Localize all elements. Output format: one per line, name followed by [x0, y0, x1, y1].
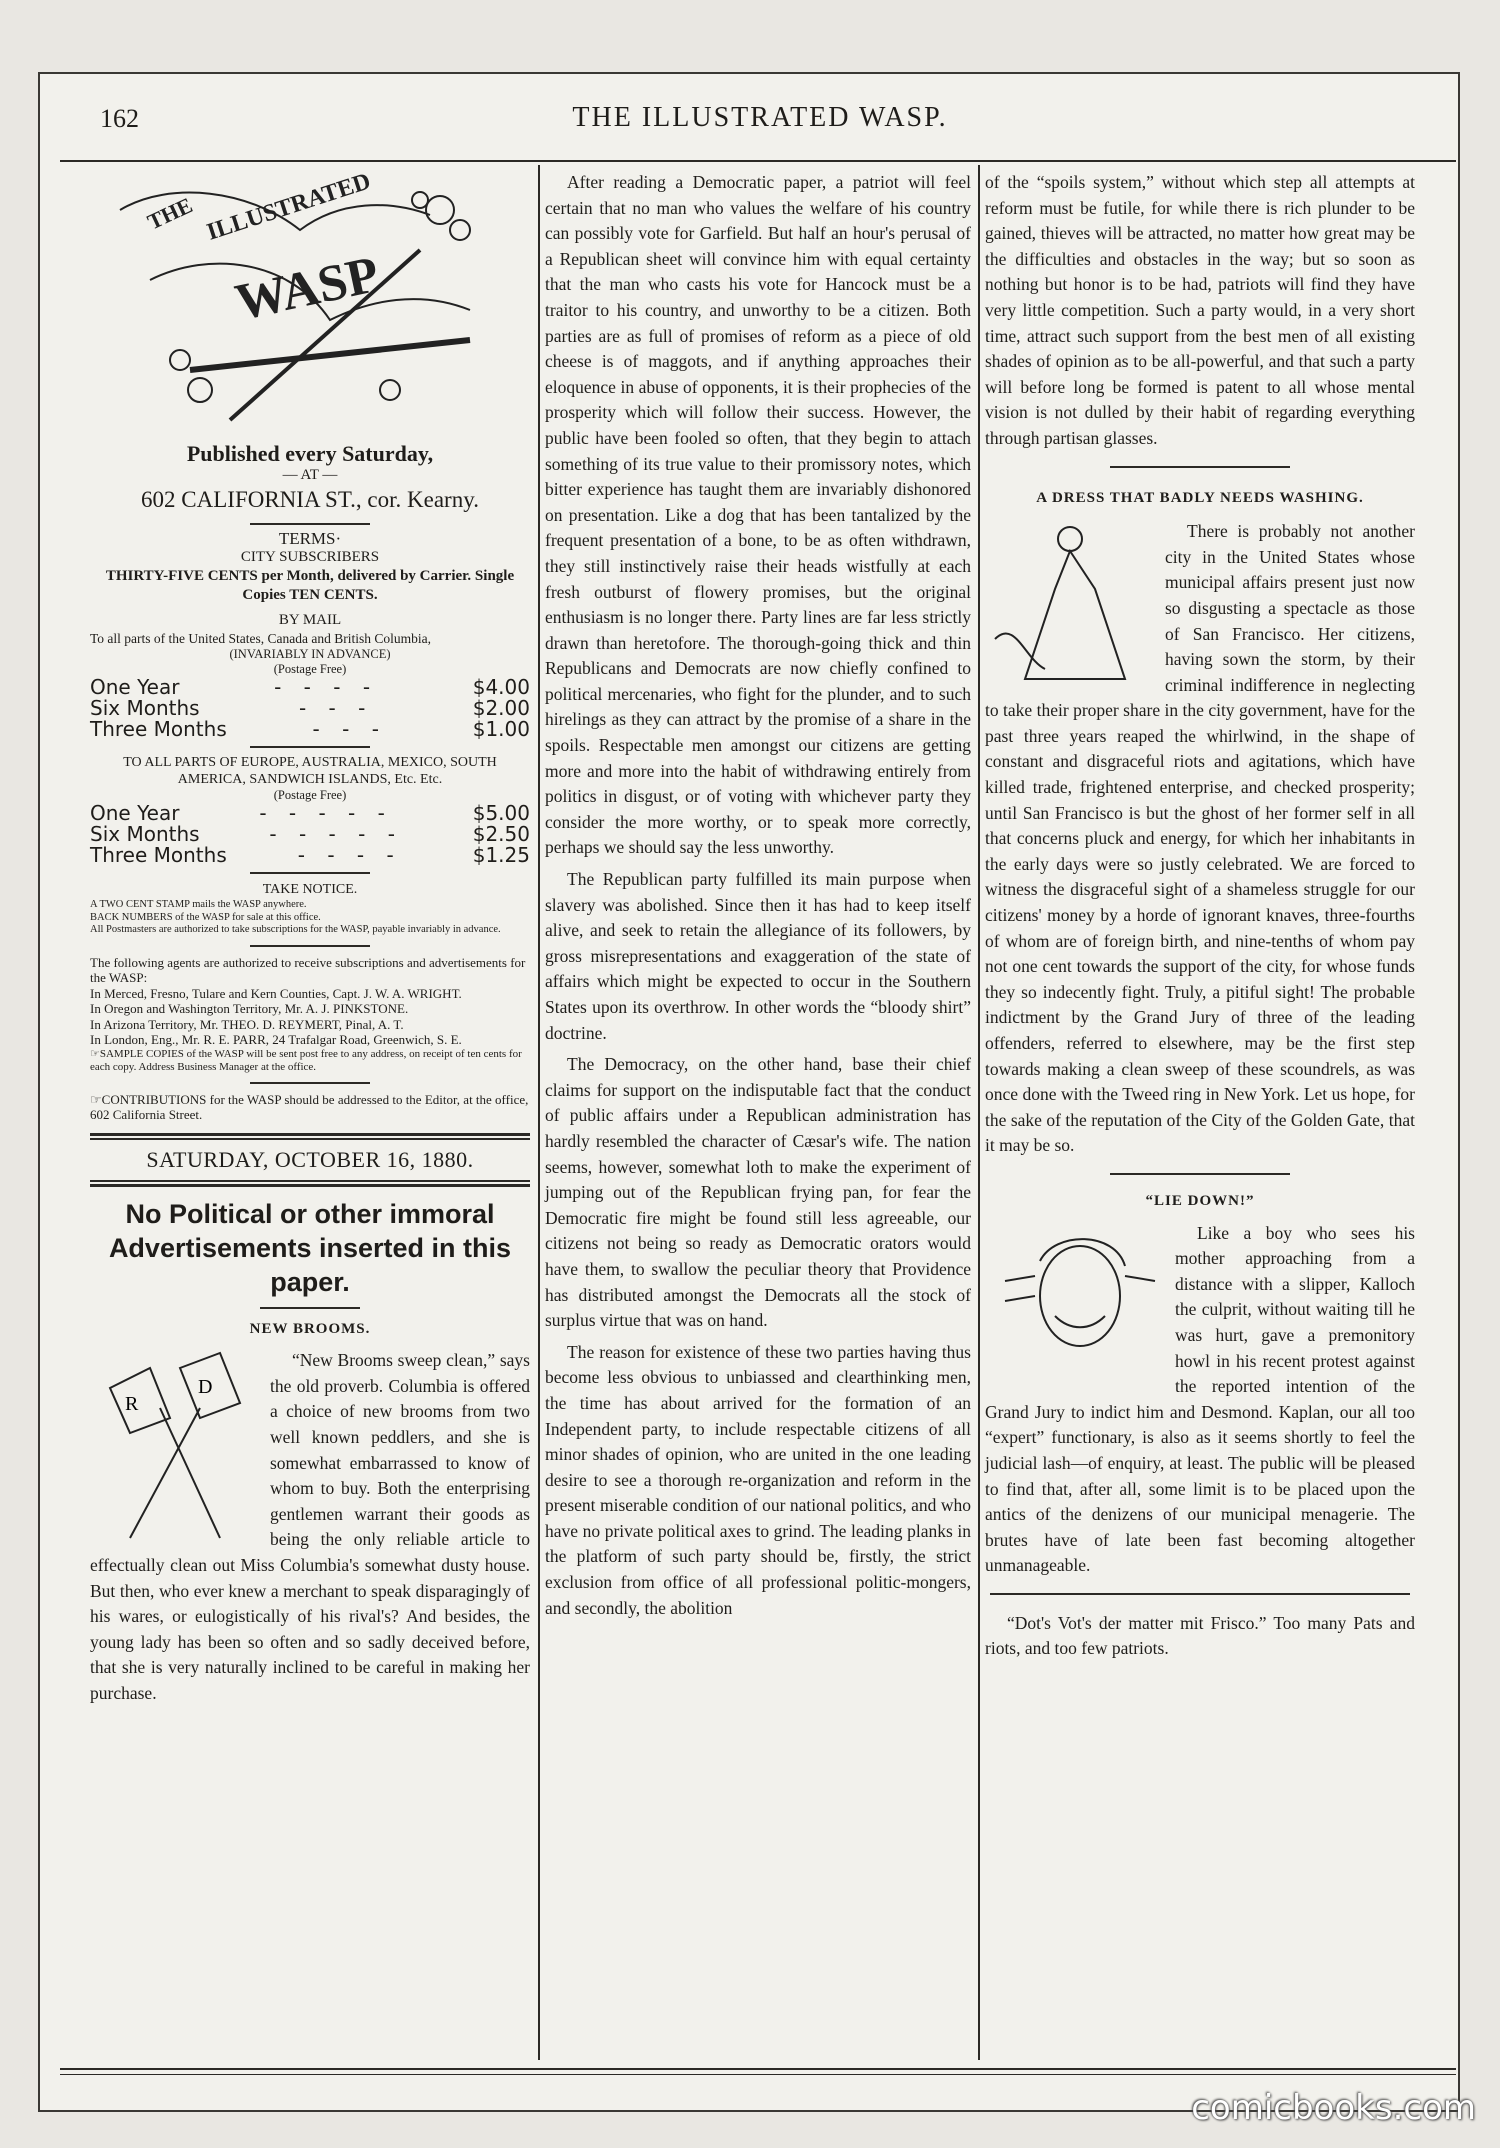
rates-domestic	[90, 677, 530, 740]
notice-lines: A TWO CENT STAMP mails the WASP anywhere. BACK NUMBERS of the WASP for sale at this office. All Postmasters are authorized to take subscriptions for the WASP, payable invariably in advance.	[90, 899, 501, 936]
logo-the: THE	[143, 192, 197, 235]
masthead-logo	[90, 170, 530, 425]
published-line: Published every Saturday,	[186, 440, 434, 466]
rule	[250, 523, 370, 525]
brooms-illustration	[90, 1348, 260, 1548]
column-divider	[538, 165, 540, 2060]
logo-illustrated: ILLUSTRATED	[203, 170, 374, 246]
logo-wasp: WASP	[230, 245, 384, 332]
dress-text: There is probably not another city in the United States whose municipal affairs present just now so disgusting a spectacle as those of San Francisco. Her citizens, having sown the storm, by their criminal indifference in neglecting to take their proper share in the city government, have for the past three years reaped the whirlwind, in the shape of constant and disgraceful riots and agitations, which have killed trade, frightened enterprise, and checked prosperity; until San Francisco is but the ghost of her former self in all that concerns pluck and energy, for which her inhabitants in the early days were so justly celebrated. We are forced to witness the disgraceful sight of a shameless struggle for our citizens' money by a horde of ignorant knaves, three-fourths of whom are of foreign birth, and nine-tenths of whom pay not one cent towards the support of the city, for whose funds they so indecently fight. Truly, a pitiful sight! The probable indictment by the Grand Jury of three of the leading offenders, referred to elsewhere, may be the first step towards making a clean sweep of these scoundrels, as was once done with the Tweed ring in New York. Let us hope, for the sake of the reputation of the City of the Golden Gate, that it may be so.	[985, 521, 1415, 1156]
publication-title: THE ILLUSTRATED WASP.	[572, 102, 948, 133]
lie-down-title: “LIE DOWN!”	[1145, 1192, 1255, 1209]
contributions: ☞CONTRIBUTIONS for the WASP should be addressed to the Editor, at the office, 602 California Street.	[90, 1091, 529, 1123]
rate-row: One Year - - - - $4.00	[90, 675, 530, 700]
rule	[1110, 466, 1290, 468]
dress-illustration	[985, 519, 1155, 689]
page-number: 162	[100, 104, 139, 133]
terms-postage2: (Postage Free)	[273, 788, 347, 803]
article-paragraph: The reason for existence of these two parties having thus become less obvious to unbiassed and clearthinking men, the time has about arrived for the formation of an Independent party, to include respectable citizens of all minor shades of opinion, who are united in the one leading desire to see a thorough re-organization and reform in the present miserable condition of our national politics, and who have no private political axes to grind. The leading planks in the platform of such party should be, firstly, the strict exclusion from office of all professional politic-mongers, and secondly, the abolition	[545, 1341, 971, 1618]
rule	[90, 1180, 530, 1182]
terms-city: CITY SUBSCRIBERS	[240, 549, 380, 566]
terms-mail-desc: To all parts of the United States, Canada and British Columbia,	[90, 631, 431, 647]
kalloch-portrait	[985, 1221, 1165, 1371]
lie-down-text: Like a boy who sees his mother approaching from a distance with a slipper, Kalloch the culprit, without waiting till he was hurt, gave a premonitory howl in his recent protest against the reported intention of the Grand Jury to indict him and Desmond. Kaplan, our all too “expert” functionary, is also as it seems shortly to feel the judicial lash—of enquiry, at least. The public will be pleased to find that, after all, some limit is to be placed upon the antics of the denizens of our municipal menagerie. The brutes have of late been fast becoming altogether unmanageable.	[985, 1222, 1415, 1576]
no-ads-notice: No Political or other immoral Advertisements inserted in this paper.	[108, 1198, 512, 1297]
rule	[90, 1133, 530, 1136]
rule	[990, 1593, 1410, 1595]
rule	[250, 945, 370, 947]
article-paragraph: After reading a Democratic paper, a patriot will feel certain that no man who values the welfare of his country can possibly vote for Garfield. But half an hour's perusal of a Republican sheet will convince him with equal certainty that the man who casts his vote for Hancock must be a traitor to his country, and unworthy to be a citizen. Both parties are as full of promises of reform as a piece of old cheese is of maggots, and if anything approaches their eloquence in abuse of opponents, it is their prophecies of the prosperity which will follow their success. However, the public have been fooled so often, that they begin to attach something of its true value to their promissory notes, which bitter experience has taught them are invariably dishonored on presentation. Like a dog that has been tantalized by the frequent presentation of a bone, to be as often withdrawn, they still instinctively raise their heads wistfully at each fresh outburst of flowery promises, but the original enthusiasm is no longer there. Party lines are far less strictly drawn than heretofore. The thorough-going thick and thin Republicans and Democrats are now chiefly confined to political mercenaries, who fight for the plunder, and to such hirelings as they can attract by the promise of a share in the spoils. Respectable men amongst our citizens are getting more and more into the habit of withdrawing entirely from politics in disgust, or of voting with whichever party they consider the more worthy, or to speak more correctly, perhaps we should say the less unworthy.	[545, 172, 971, 858]
notice-title: TAKE NOTICE.	[262, 882, 358, 898]
footer-rule	[60, 2074, 1456, 2075]
rates-foreign	[90, 803, 530, 866]
rule	[250, 1082, 370, 1084]
svg-text:R: R	[125, 1393, 139, 1416]
rate-row: Three Months - - - - $1.25	[90, 843, 530, 868]
agents-list: The following agents are authorized to receive subscriptions and advertisements for the WASP: In Merced, Fresno, Tulare and Kern Counties, Capt. J. W. A. WRIGHT. In Oregon and Washington Territory, Mr. A. J. PINKSTONE. In Arizona Territory, Mr. THEO. D. REYMERT, Pinal, A. T. In London, Eng., Mr. R. E. PARR, 24 Trafalgar Road, Greenwich, S. E. ☞SAMPLE COPIES of the WASP will be sent post free to any address, on receipt of ten cents for each copy. Address Business Manager at the office.	[90, 954, 526, 1073]
terms-mail: BY MAIL	[278, 612, 342, 629]
right-column	[985, 170, 1415, 1662]
rule	[90, 1184, 530, 1187]
rule	[250, 872, 370, 874]
rate-row: Three Months - - - $1.00	[90, 717, 530, 742]
svg-text:D: D	[198, 1376, 213, 1399]
at-line: — AT —	[282, 467, 338, 484]
middle-column	[545, 170, 971, 1627]
rate-row: Six Months - - - $2.00	[90, 696, 530, 721]
brooms-title: NEW BROOMS.	[249, 1320, 371, 1337]
footer-rule	[60, 2068, 1456, 2070]
left-column	[90, 170, 530, 1707]
terms-adv: (INVARIABLY IN ADVANCE)	[229, 647, 391, 662]
terms-title: TERMS·	[278, 529, 342, 549]
brooms-text: “New Brooms sweep clean,” says the old proverb. Columbia is offered a choice of new brooms from two well known peddlers, and she is somewhat embarrassed to know of whom to buy. Both the enterprising gentlemen warrant their goods as being the only reliable article to effectually clean out Miss Columbia's somewhat dusty house. But then, who ever knew a merchant to speak disparagingly of his wares, or eulogistically of his rival's? And besides, the young lady has been so often and so sadly deceived before, that she is very naturally inclined to be careful in making her purchase.	[90, 1350, 530, 1703]
watermark: comicbooks.com	[1191, 2088, 1476, 2128]
article-paragraph: The Democracy, on the other hand, base their chief claims for support on the indisputable fact that the conduct of public affairs under a Republican administration has hardly resembled the character of Cæsar's wife. The nation seems, however, somewhat loth to make the experiment of jumping out of the Republican frying pan, for fear the Democratic fire might be found still less agreeable, our citizens not being so ready as Democratic orators would have them, to swallow the peculiar theory that Providence has distributed amongst the Democrats all the stock of surplus virtue that was on hand.	[545, 1054, 971, 1331]
rule	[90, 1138, 530, 1140]
dateline: SATURDAY, OCTOBER 16, 1880.	[146, 1146, 474, 1172]
page-header	[60, 100, 1460, 144]
rule	[250, 746, 370, 748]
article-paragraph: of the “spoils system,” without which step all attempts at reform must be futile, for while there is rich plunder to be gained, thieves will be attracted, no matter how great may be the difficulties and obstacles in the way; but so soon as nothing but honor is to be had, patriots will find they have very little competition. Such a party would, in a very short time, attract such support from the best men of all existing shades of opinion as to be all-powerful, and that such a party will before long be formed is patent to all whose mental vision is not dulled by their habit of regarding everything through partisan glasses.	[985, 172, 1415, 448]
column-divider	[978, 165, 980, 2060]
rule	[260, 1307, 360, 1309]
address: 602 CALIFORNIA ST., cor. Kearny.	[141, 487, 479, 513]
article-paragraph: The Republican party fulfilled its main purpose when slavery was abolished. Since then it has had to keep itself alive, and seek to retain the allegiance of its followers, by gross misrepresentations and exaggeration of the state of affairs which might be expected to occur in the Southern States upon its overthrow. In other words the “bloody shirt” doctrine.	[545, 869, 971, 1043]
rule	[1110, 1173, 1290, 1175]
terms-postage: (Postage Free)	[273, 662, 347, 677]
dress-title: A DRESS THAT BADLY NEEDS WASHING.	[1036, 489, 1364, 506]
terms-line1: THIRTY-FIVE CENTS per Month, delivered by Carrier. Single Copies TEN CENTS.	[105, 568, 515, 604]
closing-quote: “Dot's Vot's der matter mit Frisco.” Too many Pats and riots, and too few patriots.	[985, 1612, 1415, 1659]
header-rule	[60, 160, 1456, 162]
rate-row: One Year - - - - - $5.00	[90, 801, 530, 826]
rate-row: Six Months - - - - - $2.50	[90, 822, 530, 847]
terms-foreign: TO ALL PARTS OF EUROPE, AUSTRALIA, MEXICO, SOUTH AMERICA, SANDWICH ISLANDS, Etc. Etc.	[123, 755, 497, 788]
